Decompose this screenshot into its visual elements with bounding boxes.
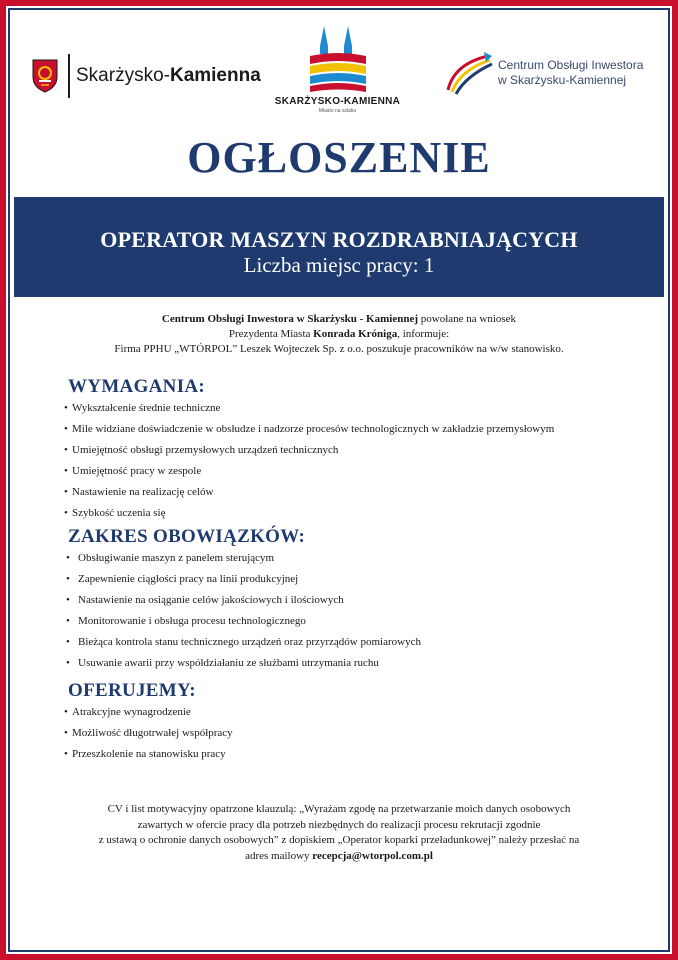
list-item: • Możliwość długotrwałej współpracy (64, 723, 648, 744)
list-item: • Obsługiwanie maszyn z panelem sterującym (66, 548, 648, 569)
closing-paragraph: CV i list motywacyjny opatrzone klauzulą: „Wyrażam zgodę na przetwarzanie moich danych osobowych zawartych w ofercie pracy dla potrzeb niezbędnych do realizacji procesu rekrutacji zgodnie z ustawą o ochronie danych osobowych” z dopiskiem „Operator koparki przeładunkowej” należy przesłać na adres mailowy recepcja@wtorpol.com.pl (98, 803, 580, 862)
investor-center-logo (444, 48, 654, 98)
duties-heading: ZAKRES OBOWIĄZKÓW: (68, 526, 306, 547)
duties-section (68, 526, 648, 674)
skarzysko-kamienna-logo (32, 54, 261, 98)
list-item: • Monitorowanie i obsługa procesu technologicznego (66, 611, 648, 632)
logo-divider (68, 54, 70, 98)
list-item: • Nastawienie na realizację celów (64, 482, 648, 503)
places-count: Liczba miejsc pracy: 1 (243, 253, 435, 277)
coat-of-arms-icon (32, 59, 58, 93)
intro-paragraph: Centrum Obsługi Inwestora w Skarżysku - Kamiennej powołane na wniosek Prezydenta Miasta Konrada Króniga, informuje: Firma PPHU „WTÓRPOL” Leszek Wojteczek Sp. z o.o. poszukuje pracowników na w/w stanowisko. (114, 313, 564, 355)
list-item: • Bieżąca kontrola stanu technicznego urządzeń oraz przyrządów pomiarowych (66, 632, 648, 653)
requirements-section (68, 376, 648, 524)
swoosh-arrow-icon (444, 50, 494, 96)
list-item: • Mile widziane doświadczenie w obsłudze i nadzorze procesów technologicznych w zakładzie przemysłowym (64, 419, 648, 440)
requirements-heading: WYMAGANIA: (68, 376, 206, 397)
list-item: • Wykształcenie średnie techniczne (64, 398, 648, 419)
position-title: OPERATOR MASZYN ROZDRABNIAJĄCYCH (100, 227, 578, 252)
investor-center-text: Centrum Obsługi Inwestora w Skarżysku-Kamiennej (498, 58, 644, 87)
list-item: • Usuwanie awarii przy współdziałaniu ze służbami utrzymania ruchu (66, 653, 648, 674)
page-title: OGŁOSZENIE (187, 133, 491, 182)
list-item: • Umiejętność obsługi przemysłowych urządzeń technicznych (64, 440, 648, 461)
city-brand-logo (270, 22, 405, 122)
offer-section (68, 680, 648, 765)
list-item: • Nastawienie na osiąganie celów jakościowych i ilościowych (66, 590, 648, 611)
logo-left-text: Skarżysko-Kamienna (76, 65, 261, 86)
offer-heading: OFERUJEMY: (68, 680, 196, 701)
city-brand-name: SKARŻYSKO-KAMIENNA (274, 96, 401, 107)
towers-emblem-icon (308, 22, 368, 94)
list-item: • Szybkość uczenia się (64, 503, 648, 524)
list-item: • Przeszkolenie na stanowisku pracy (64, 744, 648, 765)
contact-email[interactable]: recepcja@wtorpol.com.pl (312, 849, 433, 862)
position-banner (14, 197, 664, 297)
list-item: • Atrakcyjne wynagrodzenie (64, 702, 648, 723)
city-brand-tagline: Miasto na szlaku (318, 108, 357, 114)
list-item: • Umiejętność pracy w zespole (64, 461, 648, 482)
list-item: • Zapewnienie ciągłości pracy na linii produkcyjnej (66, 569, 648, 590)
